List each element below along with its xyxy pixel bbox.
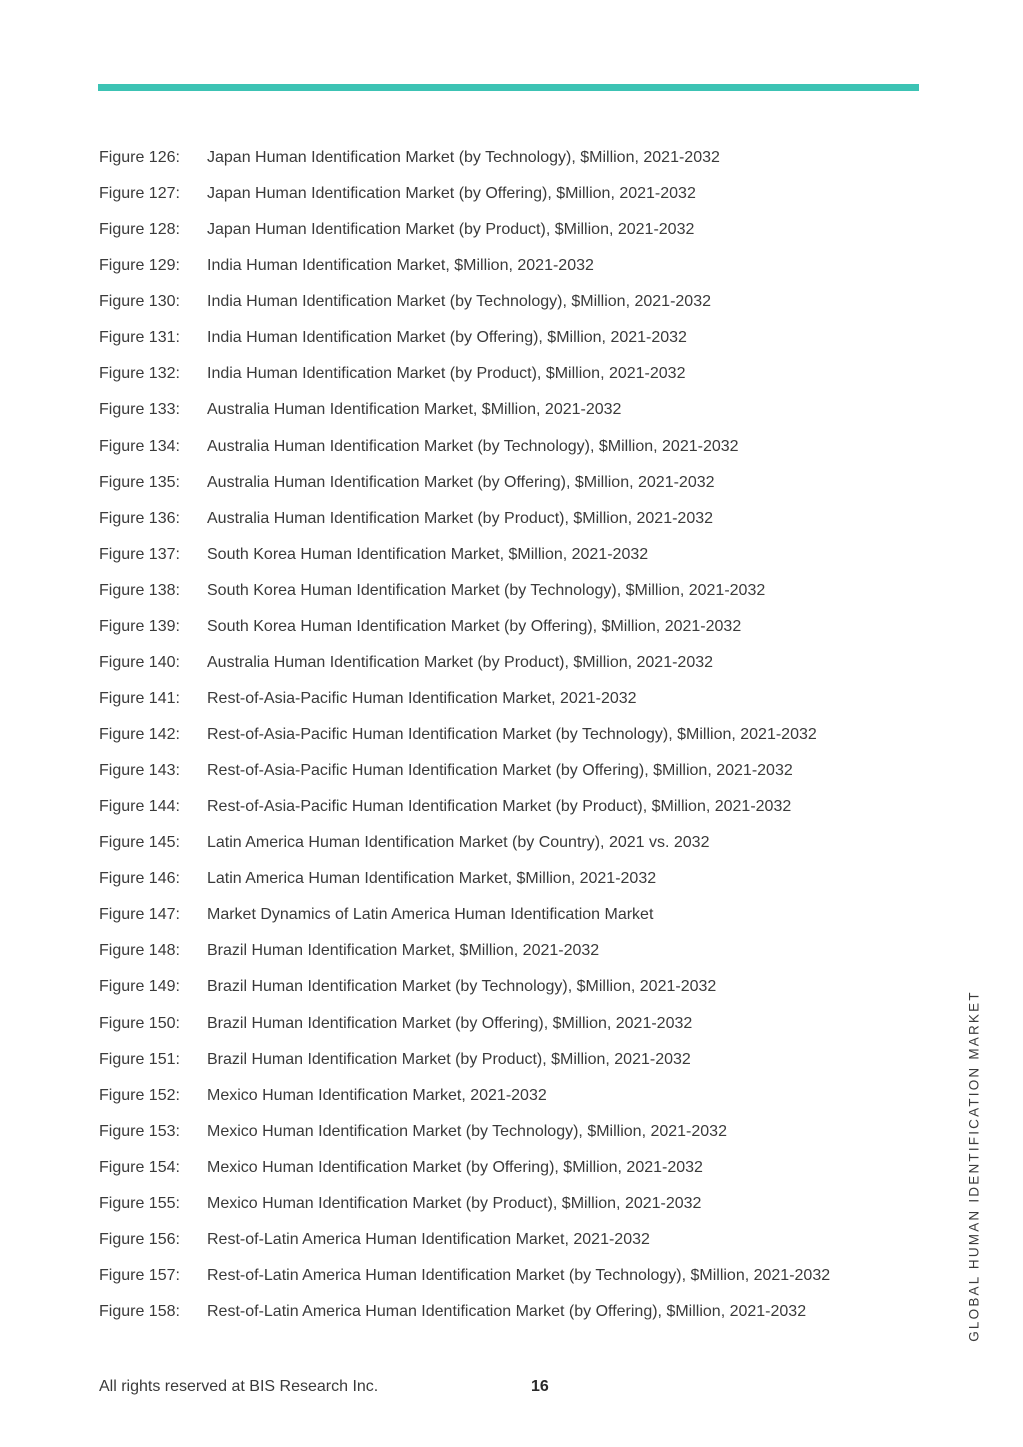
figure-title: Australia Human Identification Market (by Offering), $Million, 2021-2032 — [207, 473, 715, 491]
figure-list-item — [99, 904, 929, 940]
figure-list-item — [99, 508, 929, 544]
figure-number: Figure 139: — [99, 617, 180, 635]
figure-number: Figure 132: — [99, 365, 180, 383]
figure-number: Figure 134: — [99, 437, 180, 455]
figure-number: Figure 149: — [99, 978, 180, 996]
figure-list-item — [99, 688, 929, 724]
figure-title: Brazil Human Identification Market, $Million, 2021-2032 — [207, 942, 600, 960]
figure-number: Figure 146: — [99, 870, 180, 888]
figure-title: India Human Identification Market (by Technology), $Million, 2021-2032 — [207, 293, 711, 311]
figure-list-item — [99, 399, 929, 435]
figure-number: Figure 156: — [99, 1230, 180, 1248]
figure-list-item — [99, 796, 929, 832]
figure-number: Figure 137: — [99, 545, 180, 563]
figure-title: Market Dynamics of Latin America Human Identification Market — [207, 906, 654, 924]
figure-list-item — [99, 291, 929, 327]
figure-number: Figure 151: — [99, 1050, 180, 1068]
figure-list-item — [99, 327, 929, 363]
figure-title: Mexico Human Identification Market (by Product), $Million, 2021-2032 — [207, 1194, 702, 1212]
figure-title: South Korea Human Identification Market (by Offering), $Million, 2021-2032 — [207, 617, 742, 635]
figure-number: Figure 129: — [99, 257, 180, 275]
figure-list-item — [99, 976, 929, 1012]
figure-number: Figure 140: — [99, 653, 180, 671]
figure-title: South Korea Human Identification Market, $Million, 2021-2032 — [207, 545, 649, 563]
figure-number: Figure 142: — [99, 726, 180, 743]
figure-number: Figure 127: — [99, 185, 180, 203]
figure-list-item — [99, 580, 929, 616]
figure-title: South Korea Human Identification Market (by Technology), $Million, 2021-2032 — [207, 581, 766, 599]
header-accent-rule — [98, 84, 919, 91]
figure-number: Figure 148: — [99, 942, 180, 960]
figure-number: Figure 133: — [99, 401, 180, 419]
figure-title: Rest-of-Asia-Pacific Human Identification Market (by Offering), $Million, 2021-2032 — [207, 762, 793, 780]
figure-list-item — [99, 760, 929, 796]
figure-number: Figure 153: — [99, 1122, 180, 1140]
figure-number: Figure 158: — [99, 1303, 180, 1320]
figure-list-item — [99, 472, 929, 508]
figure-list-item — [99, 1049, 929, 1085]
figure-list-item — [99, 544, 929, 580]
figure-title: Australia Human Identification Market (by Technology), $Million, 2021-2032 — [207, 437, 739, 455]
figure-list-item — [99, 1121, 929, 1157]
figure-list-item — [99, 255, 929, 291]
figure-list-item — [99, 724, 929, 760]
figure-list-item — [99, 183, 929, 219]
figure-title: Latin America Human Identification Market (by Country), 2021 vs. 2032 — [207, 834, 710, 852]
figure-number: Figure 155: — [99, 1194, 180, 1212]
footer-copyright: All rights reserved at BIS Research Inc. — [99, 1378, 379, 1395]
figure-title: Rest-of-Latin America Human Identification Market (by Technology), $Million, 2021-2032 — [207, 1266, 831, 1284]
figure-list-item — [99, 1265, 929, 1301]
page-number: 16 — [531, 1378, 549, 1395]
figure-number: Figure 147: — [99, 906, 180, 924]
figure-list-item — [99, 363, 929, 399]
figure-list-item — [99, 1193, 929, 1229]
figure-list-item — [99, 147, 929, 183]
figure-title: India Human Identification Market (by Offering), $Million, 2021-2032 — [207, 329, 687, 347]
figure-list-item — [99, 832, 929, 868]
figure-title: Rest-of-Asia-Pacific Human Identification Market, 2021-2032 — [207, 689, 637, 707]
figure-list-item — [99, 616, 929, 652]
figure-list-item — [99, 1157, 929, 1193]
list-of-figures — [99, 147, 929, 1337]
figure-title: Mexico Human Identification Market, 2021-2032 — [207, 1086, 547, 1104]
figure-list-item — [99, 436, 929, 472]
figure-number: Figure 131: — [99, 329, 180, 347]
figure-number: Figure 126: — [99, 149, 180, 166]
figure-list-item — [99, 940, 929, 976]
figure-number: Figure 150: — [99, 1014, 180, 1032]
figure-title: Brazil Human Identification Market (by Product), $Million, 2021-2032 — [207, 1050, 691, 1068]
figure-title: Rest-of-Asia-Pacific Human Identification Market (by Product), $Million, 2021-2032 — [207, 798, 792, 816]
figure-number: Figure 143: — [99, 762, 180, 780]
figure-title: Latin America Human Identification Market, $Million, 2021-2032 — [207, 870, 657, 888]
figure-list-item — [99, 868, 929, 904]
figure-number: Figure 154: — [99, 1158, 180, 1176]
figure-number: Figure 135: — [99, 473, 180, 491]
figure-list-item — [99, 1013, 929, 1049]
figure-number: Figure 141: — [99, 689, 180, 707]
figure-title: Rest-of-Asia-Pacific Human Identification Market (by Technology), $Million, 2021-2032 — [207, 726, 817, 743]
figure-title: Japan Human Identification Market (by Product), $Million, 2021-2032 — [207, 221, 695, 239]
figure-number: Figure 130: — [99, 293, 180, 311]
figure-number: Figure 128: — [99, 221, 180, 239]
figure-title: Mexico Human Identification Market (by Technology), $Million, 2021-2032 — [207, 1122, 727, 1140]
figure-title: Rest-of-Latin America Human Identification Market (by Offering), $Million, 2021-2032 — [207, 1303, 807, 1320]
figure-title: Australia Human Identification Market (by Product), $Million, 2021-2032 — [207, 509, 714, 527]
figure-list-item — [99, 219, 929, 255]
figure-number: Figure 157: — [99, 1266, 180, 1284]
figure-title: Australia Human Identification Market, $Million, 2021-2032 — [207, 401, 622, 419]
figure-title: Rest-of-Latin America Human Identification Market, 2021-2032 — [207, 1230, 650, 1248]
figure-title: Mexico Human Identification Market (by Offering), $Million, 2021-2032 — [207, 1158, 703, 1176]
figure-list-item — [99, 1229, 929, 1265]
figure-list-item — [99, 652, 929, 688]
figure-title: India Human Identification Market (by Product), $Million, 2021-2032 — [207, 365, 686, 383]
figure-title: India Human Identification Market, $Million, 2021-2032 — [207, 257, 594, 275]
figure-number: Figure 138: — [99, 581, 180, 599]
side-report-title: GLOBAL HUMAN IDENTIFICATION MARKET — [966, 990, 982, 1342]
figure-number: Figure 152: — [99, 1086, 180, 1104]
figure-title: Japan Human Identification Market (by Technology), $Million, 2021-2032 — [207, 149, 720, 166]
figure-number: Figure 144: — [99, 798, 180, 816]
figure-title: Brazil Human Identification Market (by Offering), $Million, 2021-2032 — [207, 1014, 693, 1032]
figure-title: Brazil Human Identification Market (by Technology), $Million, 2021-2032 — [207, 978, 717, 996]
figure-number: Figure 136: — [99, 509, 180, 527]
figure-title: Japan Human Identification Market (by Offering), $Million, 2021-2032 — [207, 185, 696, 203]
figure-title: Australia Human Identification Market (by Product), $Million, 2021-2032 — [207, 653, 714, 671]
figure-number: Figure 145: — [99, 834, 180, 852]
figure-list-item — [99, 1085, 929, 1121]
figure-list-item — [99, 1301, 929, 1337]
